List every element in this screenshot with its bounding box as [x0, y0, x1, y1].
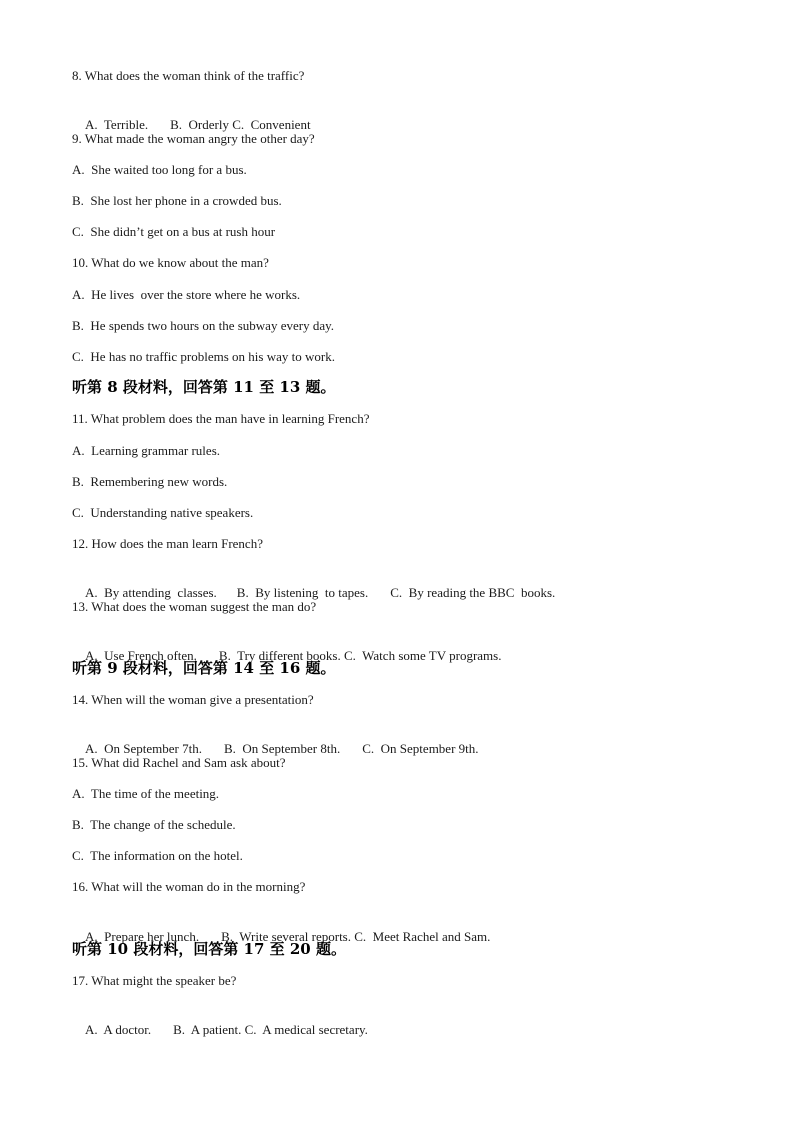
- question-15: 15. What did Rachel and Sam ask about?: [72, 755, 286, 770]
- section-heading-8: 听第 8 段材料，回答第 11 至 13 题。: [72, 378, 336, 396]
- option-9a: A. She waited too long for a bus.: [72, 162, 247, 177]
- option-13bc: B. Try different books. C. Watch some TV programs.: [218, 648, 502, 663]
- option-11b: B. Remembering new words.: [72, 474, 228, 489]
- option-15c: C. The information on the hotel.: [72, 848, 243, 863]
- question-9: 9. What made the woman angry the other day?: [72, 131, 315, 146]
- question-13: 13. What does the woman suggest the man do?: [72, 599, 317, 614]
- option-13a: A. Use French often.: [85, 648, 197, 663]
- option-12b: B. By listening to tapes.: [236, 585, 369, 600]
- option-10b: B. He spends two hours on the subway every day.: [72, 318, 334, 333]
- section-heading-9: 听第 9 段材料，回答第 14 至 16 题。: [72, 659, 336, 677]
- option-11c: C. Understanding native speakers.: [72, 505, 254, 520]
- option-14a: A. On September 7th.: [85, 741, 202, 756]
- option-8bc: B. Orderly C. Convenient: [170, 117, 311, 132]
- option-14b: B. On September 8th.: [223, 741, 341, 756]
- option-10a: A. He lives over the store where he works.: [72, 287, 301, 302]
- option-17bc: B. A patient. C. A medical secretary.: [173, 1022, 368, 1037]
- question-14: 14. When will the woman give a presentation?: [72, 692, 314, 707]
- question-16: 16. What will the woman do in the morning?: [72, 879, 306, 894]
- option-17a: A. A doctor.: [85, 1022, 152, 1037]
- option-12c: C. By reading the BBC books.: [390, 585, 556, 600]
- section-heading-10: 听第 10 段材料，回答第 17 至 20 题。: [72, 940, 346, 958]
- option-11a: A. Learning grammar rules.: [72, 443, 221, 458]
- question-11: 11. What problem does the man have in learning French?: [72, 411, 370, 426]
- option-12a: A. By attending classes.: [85, 585, 217, 600]
- option-9b: B. She lost her phone in a crowded bus.: [72, 193, 282, 208]
- question-10: 10. What do we know about the man?: [72, 255, 269, 270]
- option-16bc: B. Write several reports. C. Meet Rachel and Sam.: [221, 929, 491, 944]
- option-8a: A. Terrible.: [85, 117, 149, 132]
- option-16a: A. Prepare her lunch.: [85, 929, 200, 944]
- option-15b: B. The change of the schedule.: [72, 817, 236, 832]
- question-8: 8. What does the woman think of the traffic?: [72, 68, 305, 83]
- option-15a: A. The time of the meeting.: [72, 786, 220, 801]
- question-17: 17. What might the speaker be?: [72, 973, 237, 988]
- question-12: 12. How does the man learn French?: [72, 536, 263, 551]
- option-14c: C. On September 9th.: [362, 741, 479, 756]
- option-9c: C. She didn’t get on a bus at rush hour: [72, 224, 276, 239]
- options-17: [72, 1003, 762, 1057]
- option-10c: C. He has no traffic problems on his way to work.: [72, 349, 335, 364]
